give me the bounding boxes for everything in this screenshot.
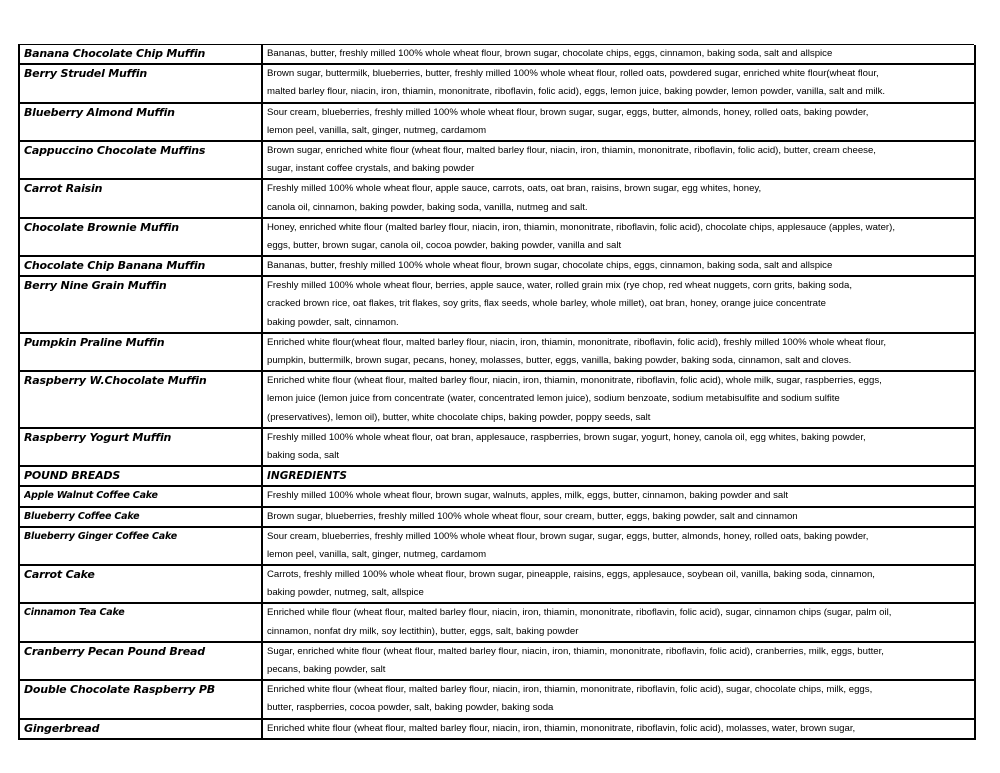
product-name: Carrot Cake [24, 568, 95, 582]
table-row [19, 256, 975, 276]
product-name-cell [19, 103, 262, 141]
ingredients-sheet [18, 44, 974, 740]
table-row [19, 507, 975, 527]
product-name: Berry Nine Grain Muffin [24, 279, 167, 293]
product-name: Berry Strudel Muffin [24, 67, 148, 81]
ingredients-cell [262, 64, 975, 102]
ingredients-line: Enriched white flour (wheat flour, malted barley flour, niacin, iron, thiamin, mononitrate, riboflavin, folic acid), sugar, chocolate chips, milk, eggs, [267, 684, 873, 696]
ingredients-table [18, 45, 976, 740]
product-name-cell [19, 141, 262, 179]
product-name-cell [19, 371, 262, 428]
product-name: Cranberry Pecan Pound Bread [24, 644, 205, 658]
table-row [19, 218, 975, 256]
product-name-cell [19, 719, 262, 739]
ingredients-cell [262, 179, 975, 217]
product-name: Banana Chocolate Chip Muffin [24, 47, 206, 60]
product-name-cell [19, 527, 262, 565]
ingredients-line: baking powder, nutmeg, salt, allspice [267, 587, 424, 599]
table-row [19, 64, 975, 102]
ingredients-line: Enriched while flour (wheat flour, malted barley flour, niacin, iron, thiamin, mononitrate, riboflavin, folic acid), sugar, cinnamon chips (sugar, palm oil, [267, 607, 892, 619]
ingredients-cell [262, 486, 975, 506]
product-name: Chocolate Brownie Muffin [24, 220, 179, 234]
ingredients-line: lemon peel, vanilla, salt, ginger, nutmeg, cardamom [267, 548, 487, 560]
ingredients-line: lemon peel, vanilla, salt, ginger, nutmeg, cardamom [267, 124, 487, 136]
table-row [19, 603, 975, 641]
ingredients-cell [262, 103, 975, 141]
ingredients-line: Brown sugar, enriched white flour (wheat flour, malted barley flour, niacin, iron, thiamin, mononitrate, riboflavin, folic acid), butter, cream cheese, [267, 144, 876, 156]
ingredients-line: sugar, instant coffee crystals, and baking powder [267, 163, 475, 175]
ingredients-line: Freshly milled 100% whole wheat flour, berries, apple sauce, water, rolled grain mix (rye chop, red wheat nuggets, corn grits, baking soda, [267, 280, 852, 292]
ingredients-header-cell [262, 466, 975, 486]
ingredients-line: Sugar, enriched white flour (wheat flour, malted barley flour, niacin, iron, thiamin, mononitrate, riboflavin, folic acid), cranberries, milk, eggs, butter, [267, 645, 884, 657]
ingredients-line: Sour cream, blueberries, freshly milled 100% whole wheat flour, brown sugar, sugar, eggs, butter, almonds, honey, rolled oats, baking powder, [267, 530, 869, 542]
ingredients-line: Enriched white flour(wheat flour, malted barley flour, niacin, iron, thiamin, mononitrate, riboflavin, folic acid), freshly milled 100% whole wheat flour, [267, 336, 887, 348]
product-name: Gingerbread [24, 721, 100, 735]
table-row [19, 719, 975, 739]
product-name-cell [19, 642, 262, 680]
ingredients-cell [262, 371, 975, 428]
product-name-cell [19, 486, 262, 506]
product-name: Raspberry W.Chocolate Muffin [24, 374, 207, 388]
ingredients-line: (preservatives), lemon oil), butter, white chocolate chips, baking powder, poppy seeds, salt [267, 411, 651, 423]
section-title: POUND BREADS [24, 469, 121, 483]
table-row [19, 565, 975, 603]
ingredients-cell [262, 218, 975, 256]
ingredients-cell [262, 507, 975, 527]
ingredients-line: malted barley flour, niacin, iron, thiamin, mononitrate, riboflavin, folic acid), eggs, lemon juice, baking powder, lemon powder, vanilla, salt and milk. [267, 86, 886, 98]
ingredients-header: INGREDIENTS [267, 470, 347, 483]
ingredients-cell [262, 603, 975, 641]
product-name: Blueberry Ginger Coffee Cake [24, 530, 178, 542]
ingredients-line: Freshly milled 100% whole wheat flour, apple sauce, carrots, oats, oat bran, raisins, brown sugar, egg whites, honey, [267, 183, 762, 195]
table-row [19, 642, 975, 680]
product-name: Blueberry Coffee Cake [24, 510, 140, 522]
product-name-cell [19, 565, 262, 603]
table-row [19, 141, 975, 179]
product-name-cell [19, 603, 262, 641]
ingredients-line: Brown sugar, blueberries, freshly milled 100% whole wheat flour, sour cream, butter, eggs, baking powder, salt and cinnamon [267, 510, 798, 522]
product-name: Double Chocolate Raspberry PB [24, 683, 215, 697]
table-row [19, 371, 975, 428]
ingredients-line: cinnamon, nonfat dry milk, soy lectithin), butter, eggs, salt, baking powder [267, 625, 579, 637]
product-name: Raspberry Yogurt Muffin [24, 430, 172, 444]
table-row [19, 428, 975, 466]
ingredients-line: eggs, butter, brown sugar, canola oil, cocoa powder, baking powder, vanilla and salt [267, 239, 622, 251]
product-name: Cinnamon Tea Cake [24, 607, 125, 619]
product-name: Apple Walnut Coffee Cake [24, 490, 158, 502]
ingredients-cell [262, 256, 975, 276]
ingredients-line: pumpkin, buttermilk, brown sugar, pecans, honey, molasses, butter, eggs, vanilla, baking powder, baking soda, cinnamon, salt and cloves. [267, 355, 852, 366]
table-row [19, 276, 975, 333]
table-row [19, 486, 975, 506]
product-name-cell [19, 680, 262, 718]
ingredients-cell [262, 141, 975, 179]
table-row [19, 45, 975, 64]
product-name: Chocolate Chip Banana Muffin [24, 259, 206, 273]
ingredients-line: canola oil, cinnamon, baking powder, baking soda, vanilla, nutmeg and salt. [267, 201, 588, 213]
product-name: Blueberry Almond Muffin [24, 105, 175, 119]
product-name-cell [19, 179, 262, 217]
ingredients-line: Brown sugar, buttermilk, blueberries, butter, freshly milled 100% whole wheat flour, rolled oats, powdered sugar, enriched white flour(wheat flour, [267, 68, 879, 80]
ingredients-line: baking soda, salt [267, 449, 339, 461]
product-name: Carrot Raisin [24, 182, 103, 196]
ingredients-cell [262, 680, 975, 718]
ingredients-cell [262, 565, 975, 603]
ingredients-line: Bananas, butter, freshly milled 100% whole wheat flour, brown sugar, chocolate chips, eggs, cinnamon, baking soda, salt and allspice [267, 260, 833, 272]
table-row [19, 179, 975, 217]
section-header-row [19, 466, 975, 486]
ingredients-line: Bananas, butter, freshly milled 100% whole wheat flour, brown sugar, chocolate chips, eggs, cinnamon, baking soda, salt and allspice [267, 48, 833, 59]
ingredients-cell [262, 719, 975, 739]
ingredients-cell [262, 527, 975, 565]
ingredients-line: Sour cream, blueberries, freshly milled 100% whole wheat flour, brown sugar, sugar, eggs, butter, almonds, honey, rolled oats, baking powder, [267, 106, 869, 118]
ingredients-line: baking powder, salt, cinnamon. [267, 316, 399, 328]
ingredients-line: Honey, enriched white flour (malted barley flour, niacin, iron, thiamin, mononitrate, riboflavin, folic acid), chocolate chips, applesauce (apples, water), [267, 221, 895, 233]
table-body [19, 45, 975, 739]
product-name-cell [19, 218, 262, 256]
ingredients-line: Freshly milled 100% whole wheat flour, brown sugar, walnuts, apples, milk, eggs, butter, cinnamon, baking powder and salt [267, 490, 789, 502]
ingredients-cell [262, 428, 975, 466]
ingredients-cell [262, 333, 975, 371]
ingredients-line: pecans, baking powder, salt [267, 664, 386, 675]
product-name: Cappuccino Chocolate Muffins [24, 143, 206, 157]
ingredients-cell [262, 642, 975, 680]
product-name-cell [19, 45, 262, 64]
product-name: Pumpkin Praline Muffin [24, 335, 165, 349]
table-row [19, 103, 975, 141]
ingredients-line: Freshly milled 100% whole wheat flour, oat bran, applesauce, raspberries, brown sugar, yogurt, honey, canola oil, egg whites, baking powder, [267, 431, 866, 443]
ingredients-cell [262, 45, 975, 64]
ingredients-line: cracked brown rice, oat flakes, trit flakes, soy grits, flax seeds, whole barley, whole millet), oat bran, honey, orange juice concentrate [267, 298, 827, 310]
ingredients-cell [262, 276, 975, 333]
product-name-cell [19, 428, 262, 466]
product-name-cell [19, 276, 262, 333]
ingredients-line: Enriched white flour (wheat flour, malted barley flour, niacin, iron, thiamin, mononitrate, riboflavin, folic acid), molasses, water, brown sugar, [267, 722, 856, 734]
table-row [19, 680, 975, 718]
product-name-cell [19, 333, 262, 371]
table-row [19, 527, 975, 565]
product-name-cell [19, 256, 262, 276]
section-title-cell [19, 466, 262, 486]
ingredients-line: Enriched white flour (wheat flour, malted barley flour, niacin, iron, thiamin, mononitrate, riboflavin, folic acid), whole milk, sugar, raspberries, eggs, [267, 375, 882, 387]
ingredients-line: lemon juice (lemon juice from concentrate (water, concentrated lemon juice), sodium benzoate, sodium metabisulfite and sodium sulfite [267, 393, 840, 405]
table-row [19, 333, 975, 371]
ingredients-line: Carrots, freshly milled 100% whole wheat flour, brown sugar, pineapple, raisins, eggs, applesauce, soybean oil, vanilla, baking soda, cinnamon, [267, 569, 875, 581]
product-name-cell [19, 64, 262, 102]
product-name-cell [19, 507, 262, 527]
ingredients-line: butter, raspberries, cocoa powder, salt, baking powder, baking soda [267, 702, 554, 714]
